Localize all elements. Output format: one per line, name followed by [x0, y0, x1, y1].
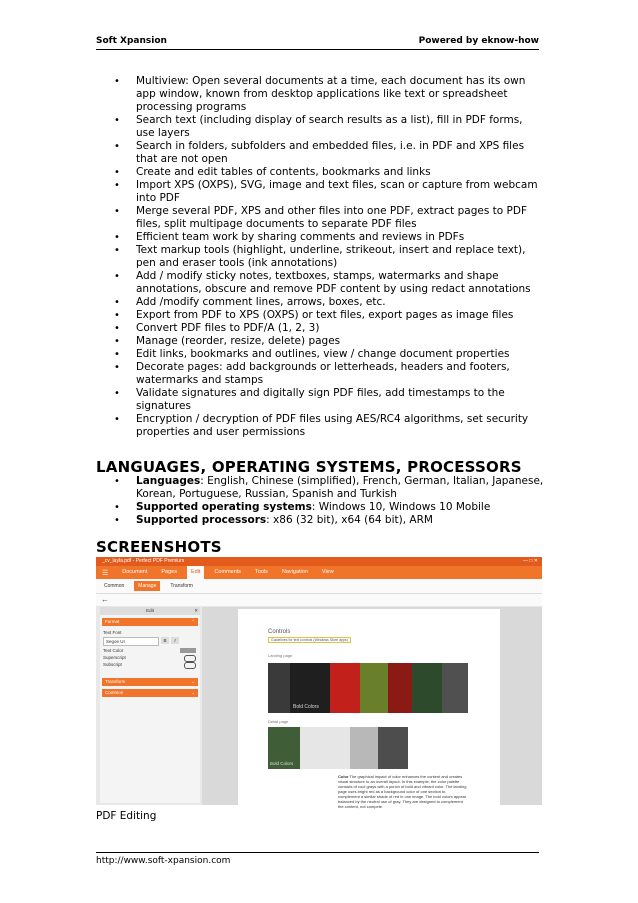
detail-label: Detail page: [268, 719, 289, 724]
window-controls-icon: — □ ✕: [523, 558, 538, 564]
menu-tab: Document: [122, 569, 148, 575]
feature-item: [114, 322, 544, 335]
feature-item: [114, 205, 544, 231]
chevron-down-icon: ⌄: [191, 679, 195, 684]
languages-list: [114, 475, 544, 527]
feature-item: [114, 140, 544, 166]
bullet-icon: •: [114, 141, 120, 152]
menu-tab: Tools: [255, 569, 268, 575]
panel-title-text: Edit: [146, 608, 154, 613]
screenshot-image: [96, 557, 542, 809]
feature-text: Encryption / decryption of PDF files using AES/RC4 algorithms, set security properties and user permissions: [136, 413, 529, 438]
language-item: [114, 514, 544, 527]
header-right: Powered by eknow-how: [418, 36, 539, 46]
font-controls: [103, 637, 197, 646]
feature-item: [114, 114, 544, 140]
section-transform-label: Transform: [105, 679, 126, 684]
feature-text: Create and edit tables of contents, bookmarks and links: [136, 166, 431, 178]
text-color-label: Text Color: [103, 648, 124, 653]
bullet-icon: •: [114, 232, 120, 243]
feature-item: [114, 387, 544, 413]
section-transform: [102, 678, 198, 686]
page-search-line: Guidelines for text controls (Windows Store apps): [268, 637, 351, 643]
landing-mosaic-image: [268, 663, 468, 713]
feature-text: Add /modify comment lines, arrows, boxes, etc.: [136, 296, 386, 308]
menu-tab: View: [321, 569, 334, 575]
edit-panel: [100, 607, 200, 803]
feature-list: [114, 75, 544, 439]
feature-text: Manage (reorder, resize, delete) pages: [136, 335, 341, 347]
back-arrow-icon: ←: [96, 594, 542, 606]
detail-mosaic-image: [268, 727, 408, 769]
superscript-label: Superscript: [103, 655, 126, 660]
feature-text: Export from PDF to XPS (OXPS) or text files, export pages as image files: [136, 309, 514, 321]
feature-item: [114, 413, 544, 439]
mosaic-caption: Bold Colors: [293, 704, 319, 710]
feature-item: [114, 309, 544, 322]
feature-item: [114, 75, 544, 114]
bold-icon: B: [161, 637, 169, 644]
bullet-icon: •: [114, 271, 120, 282]
menu-bar: [96, 566, 542, 579]
bullet-icon: •: [114, 349, 120, 360]
body-text: The graphical impact of color enhances the content and creates visual structure to an overall layout. In this example, the color palette consists of cool grays with a punch of bold and vibrant color. The landing page uses bright red as a background color of one section to complement a similar shade of red in one image. The bold colors appear balanced by the neutral use of gray. They are designed to complement the content, not compete.: [338, 774, 467, 809]
language-item-text: : x86 (32 bit), x64 (64 bit), ARM: [266, 514, 433, 526]
section-common-label: Common: [105, 690, 124, 695]
feature-item: [114, 244, 544, 270]
page-footer: http://www.soft-xpansion.com: [96, 852, 539, 866]
body-lead: Color: [338, 774, 349, 779]
language-item-text: : English, Chinese (simplified), French, German, Italian, Japanese, Korean, Portuguese, Russian, Spanish and Turkish: [136, 475, 544, 500]
italic-icon: I: [171, 637, 179, 644]
hamburger-icon: ☰: [102, 569, 109, 577]
bullet-icon: •: [114, 323, 120, 334]
language-item-label: Supported operating systems: [136, 501, 312, 513]
feature-text: Convert PDF files to PDF/A (1, 2, 3): [136, 322, 320, 334]
menu-tab: Navigation: [281, 569, 308, 575]
feature-text: Text markup tools (highlight, underline, strikeout, insert and replace text), pen and eraser tools (ink annotations): [136, 244, 526, 269]
feature-item: [114, 231, 544, 244]
screenshot-caption: PDF Editing: [96, 810, 157, 822]
feature-item: [114, 335, 544, 348]
feature-item: [114, 270, 544, 296]
feature-item: [114, 179, 544, 205]
feature-text: Multiview: Open several documents at a time, each document has its own app window, known from desktop applications like text or spreadsheet processing programs: [136, 75, 526, 113]
feature-text: Validate signatures and digitally sign PDF files, add timestamps to the signatures: [136, 387, 505, 412]
menu-tab: Pages: [161, 569, 177, 575]
window-title: _cv_layla.pdf - Perfect PDF Premium: [102, 558, 185, 564]
language-item: [114, 501, 544, 514]
section-format: [102, 618, 198, 626]
bullet-icon: •: [114, 476, 120, 487]
language-item-text: : Windows 10, Windows 10 Mobile: [311, 501, 491, 513]
feature-text: Add / modify sticky notes, textboxes, stamps, watermarks and shape annotations, obscure and remove PDF content by using redact annotations: [136, 270, 531, 295]
sub-tab: Common: [104, 583, 125, 589]
panel-title: [100, 607, 200, 615]
feature-text: Search in folders, subfolders and embedded files, i.e. in PDF and XPS files that are not open: [136, 140, 525, 165]
bullet-icon: •: [114, 115, 120, 126]
toggle-icon: [184, 662, 196, 669]
subscript-row: [100, 661, 200, 668]
bullet-icon: •: [114, 388, 120, 399]
page-heading: Controls: [268, 629, 291, 635]
bullet-icon: •: [114, 310, 120, 321]
section-format-label: Format: [105, 619, 120, 624]
feature-text: Search text (including display of search results as a list), fill in PDF forms, use layers: [136, 114, 523, 139]
superscript-row: [100, 654, 200, 661]
document-page: [238, 609, 500, 809]
sub-tab: Transform: [170, 583, 193, 589]
window-titlebar: [96, 557, 542, 566]
detail-caption: Bold Colors: [270, 761, 294, 766]
sub-toolbar: [96, 579, 542, 594]
feature-item: [114, 296, 544, 309]
language-item-label: Languages: [136, 475, 201, 487]
feature-item: [114, 361, 544, 387]
page-header: [96, 36, 539, 50]
page-body-text: [338, 774, 468, 809]
language-item: [114, 475, 544, 501]
bullet-icon: •: [114, 515, 120, 526]
feature-item: [114, 348, 544, 361]
sub-tab: Manage: [134, 581, 160, 591]
language-item-label: Supported processors: [136, 514, 267, 526]
chevron-down-icon: ⌄: [191, 690, 195, 695]
chevron-up-icon: ⌃: [191, 619, 195, 624]
feature-text: Merge several PDF, XPS and other files into one PDF, extract pages to PDF files, split multipage documents to separate PDF files: [136, 205, 527, 230]
feature-text: Efficient team work by sharing comments and reviews in PDFs: [136, 231, 465, 243]
document-area: [202, 607, 542, 809]
feature-text: Decorate pages: add backgrounds or letterheads, headers and footers, watermarks and stamps: [136, 361, 510, 386]
bullet-icon: •: [114, 336, 120, 347]
bullet-icon: •: [114, 206, 120, 217]
text-font-label: Text Font: [103, 630, 122, 635]
menu-tab: Comments: [214, 569, 242, 575]
bullet-icon: •: [114, 180, 120, 191]
feature-text: Edit links, bookmarks and outlines, view / change document properties: [136, 348, 510, 360]
menu-tab: Edit: [187, 566, 204, 579]
bullet-icon: •: [114, 76, 120, 87]
bullet-icon: •: [114, 414, 120, 425]
feature-item: [114, 166, 544, 179]
bullet-icon: •: [114, 502, 120, 513]
section-common: [102, 689, 198, 697]
feature-text: Import XPS (OXPS), SVG, image and text files, scan or capture from webcam into PDF: [136, 179, 538, 204]
header-left: Soft Xpansion: [96, 36, 167, 46]
menu-tabs: [118, 566, 337, 579]
text-color-row: [100, 647, 200, 654]
bullet-icon: •: [114, 167, 120, 178]
subscript-label: Subscript: [103, 662, 122, 667]
screenshots-heading: SCREENSHOTS: [96, 538, 222, 556]
languages-heading: LANGUAGES, OPERATING SYSTEMS, PROCESSORS: [96, 458, 522, 476]
bullet-icon: •: [114, 362, 120, 373]
close-icon: ✕: [194, 608, 198, 613]
landing-label: Landing page: [268, 653, 293, 658]
color-swatch: [180, 648, 196, 653]
bullet-icon: •: [114, 297, 120, 308]
font-select: Segoe UI: [103, 637, 159, 646]
bullet-icon: •: [114, 245, 120, 256]
